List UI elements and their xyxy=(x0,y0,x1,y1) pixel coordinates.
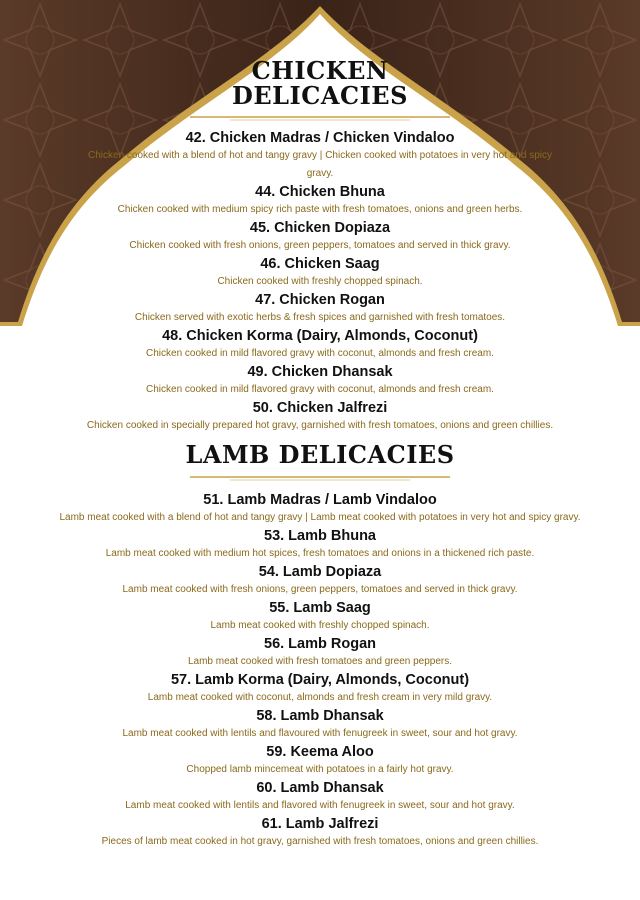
menu-item xyxy=(0,363,640,399)
item-description: Lamb meat cooked with medium hot spices, fresh tomatoes and onions in a thickened rich paste. xyxy=(105,548,535,559)
item-name: 60. Lamb Dhansak xyxy=(256,780,384,796)
item-description: Chicken cooked with freshly chopped spinach. xyxy=(217,276,423,287)
item-name: 49. Chicken Dhansak xyxy=(247,364,393,380)
item-name: 53. Lamb Bhuna xyxy=(264,528,376,544)
menu-item xyxy=(0,399,640,435)
item-name: 45. Chicken Dopiaza xyxy=(249,220,391,236)
gold-divider xyxy=(190,111,450,123)
section-title-line: CHICKEN xyxy=(251,56,389,85)
menu-item xyxy=(0,327,640,363)
gold-divider xyxy=(190,471,450,483)
menu-item xyxy=(0,291,640,327)
menu-item xyxy=(0,255,640,291)
lamb-section xyxy=(0,441,640,851)
item-name: 59. Keema Aloo xyxy=(266,744,374,760)
menu-item xyxy=(0,563,640,599)
item-name: 51. Lamb Madras / Lamb Vindaloo xyxy=(203,492,437,508)
item-name: 58. Lamb Dhansak xyxy=(256,708,384,724)
item-name: 54. Lamb Dopiaza xyxy=(258,564,382,580)
menu-item xyxy=(0,183,640,219)
menu-item xyxy=(0,743,640,779)
item-name: 50. Chicken Jalfrezi xyxy=(252,400,388,416)
section-title-line: DELICACIES xyxy=(232,81,408,110)
item-name: 56. Lamb Rogan xyxy=(264,636,376,652)
item-description: Chicken served with exotic herbs & fresh spices and garnished with fresh tomatoes. xyxy=(134,312,506,323)
item-description: Lamb meat cooked with coconut, almonds and fresh cream in very mild gravy. xyxy=(147,692,493,703)
item-description: Chicken cooked with medium spicy rich paste with fresh tomatoes, onions and green herbs. xyxy=(117,204,523,215)
item-name: 44. Chicken Bhuna xyxy=(255,184,385,200)
item-description: Chicken cooked in specially prepared hot gravy, garnished with fresh tomatoes, onions and green chillies. xyxy=(86,420,554,431)
menu-item xyxy=(0,129,640,183)
item-name: 46. Chicken Saag xyxy=(260,256,380,272)
item-description: Lamb meat cooked with fresh tomatoes and green peppers. xyxy=(187,656,453,667)
item-description: Chopped lamb mincemeat with potatoes in a fairly hot gravy. xyxy=(186,764,454,775)
item-description: Chicken cooked in mild flavored gravy with coconut, almonds and fresh cream. xyxy=(146,384,494,395)
section-title xyxy=(0,58,640,108)
item-name: 55. Lamb Saag xyxy=(269,600,371,616)
item-name: 57. Lamb Korma (Dairy, Almonds, Coconut) xyxy=(170,672,470,688)
section-title-line: LAMB DELICACIES xyxy=(185,440,455,469)
menu-item xyxy=(0,527,640,563)
item-description: Pieces of lamb meat cooked in hot gravy, garnished with fresh tomatoes, onions and green chillies. xyxy=(101,836,539,847)
item-description: Lamb meat cooked with lentils and flavoured with fenugreek in sweet, sour and hot gravy. xyxy=(122,728,518,739)
item-description: Chicken cooked with fresh onions, green peppers, tomatoes and served in thick gravy. xyxy=(129,240,511,251)
chicken-section xyxy=(0,0,640,435)
item-description: Chicken cooked with a blend of hot and tangy gravy | Chicken cooked with potatoes in very hot and spicy gravy. xyxy=(88,150,552,179)
menu-item xyxy=(0,815,640,851)
item-name: 61. Lamb Jalfrezi xyxy=(261,816,379,832)
menu-item xyxy=(0,707,640,743)
item-name: 47. Chicken Rogan xyxy=(255,292,385,308)
item-name: 42. Chicken Madras / Chicken Vindaloo xyxy=(185,130,455,146)
item-description: Lamb meat cooked with fresh onions, green peppers, tomatoes and served in thick gravy. xyxy=(122,584,518,595)
menu-item xyxy=(0,491,640,527)
chicken-items xyxy=(0,129,640,435)
item-description: Chicken cooked in mild flavored gravy with coconut, almonds and fresh cream. xyxy=(146,348,494,359)
item-description: Lamb meat cooked with lentils and flavored with fenugreek in sweet, sour and hot gravy. xyxy=(125,800,515,811)
item-name: 48. Chicken Korma (Dairy, Almonds, Coconut) xyxy=(162,328,478,344)
item-description: Lamb meat cooked with a blend of hot and tangy gravy | Lamb meat cooked with potatoes in very hot and spicy gravy. xyxy=(59,512,581,523)
menu-item xyxy=(0,779,640,815)
section-title xyxy=(0,441,640,469)
lamb-items xyxy=(0,491,640,851)
menu-item xyxy=(0,635,640,671)
menu-item xyxy=(0,671,640,707)
menu-item xyxy=(0,599,640,635)
menu-item xyxy=(0,219,640,255)
item-description: Lamb meat cooked with freshly chopped spinach. xyxy=(210,620,430,631)
